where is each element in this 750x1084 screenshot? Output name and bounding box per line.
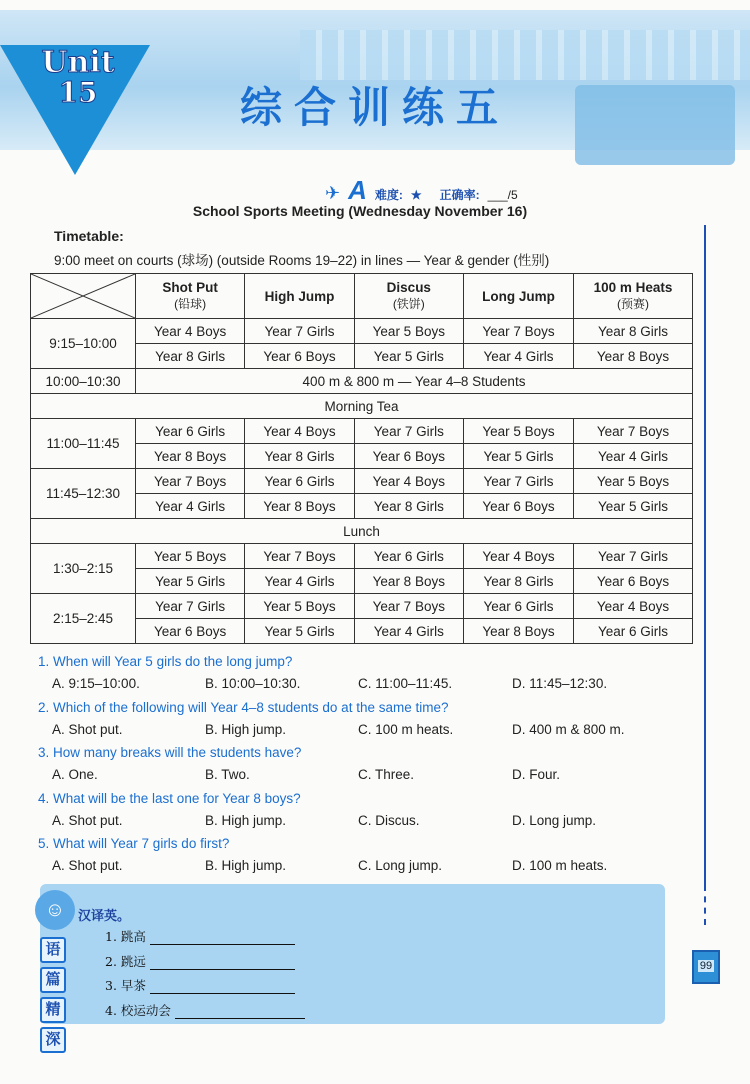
options <box>38 722 698 742</box>
question-stem: 5. What will Year 7 girls do first? <box>38 836 230 851</box>
table-row <box>31 319 693 344</box>
column-header <box>245 274 354 319</box>
table-cell: Year 7 Boys <box>354 594 463 619</box>
answer-option: B. High jump. <box>205 812 287 828</box>
practice-title: 汉译英。 <box>78 908 131 923</box>
unit-word: Unit <box>41 45 115 80</box>
question-item <box>38 654 698 696</box>
accuracy-value: ___/5 <box>487 188 518 202</box>
translation-item <box>105 952 295 970</box>
item-label: 1. 跳高 <box>105 929 146 944</box>
table-cell: Year 4 Girls <box>354 619 463 644</box>
table-cell: Year 5 Boys <box>573 469 692 494</box>
table-cell: Year 4 Girls <box>463 344 573 369</box>
side-rule-dashed <box>704 885 706 925</box>
page-number-book <box>692 950 720 984</box>
books-illustration <box>575 85 735 165</box>
table-cell: Year 8 Boys <box>354 569 463 594</box>
table-cell: Year 8 Girls <box>463 569 573 594</box>
table-cell: Year 7 Girls <box>573 544 692 569</box>
table-cell: Year 4 Girls <box>245 569 354 594</box>
table-cell: Year 8 Girls <box>573 319 692 344</box>
time-cell: 10:00–10:30 <box>31 369 136 394</box>
table-cell: Year 5 Boys <box>354 319 463 344</box>
table-cell: Year 6 Boys <box>463 494 573 519</box>
column-header <box>573 274 692 319</box>
diagonal-corner-cell <box>31 274 136 319</box>
table-cell: Year 6 Boys <box>354 444 463 469</box>
question-item <box>38 791 698 833</box>
side-char: 精 <box>40 997 66 1023</box>
options <box>38 767 698 787</box>
table-cell: Year 4 Boys <box>573 594 692 619</box>
answer-blank[interactable] <box>150 969 295 970</box>
table-cell: Year 5 Boys <box>463 419 573 444</box>
column-header <box>463 274 573 319</box>
answer-option: B. Two. <box>205 767 250 782</box>
column-header <box>136 274 245 319</box>
answer-option: A. One. <box>52 767 98 782</box>
options <box>38 813 698 833</box>
side-char: 深 <box>40 1027 66 1053</box>
column-header-en: Discus <box>386 280 431 295</box>
answer-option: B. 10:00–10:30. <box>205 676 301 691</box>
column-header-cn: (铅球) <box>174 297 207 311</box>
question-stem: 2. Which of the following will Year 4–8 students do at the same time? <box>38 699 449 715</box>
translation-item <box>105 1001 305 1019</box>
question-stem: 4. What will be the last one for Year 8 boys? <box>38 790 301 806</box>
page-number: 99 <box>699 960 713 972</box>
table-cell: Year 4 Girls <box>136 494 245 519</box>
column-header-en: Long Jump <box>482 288 555 304</box>
table-cell: Year 5 Girls <box>136 569 245 594</box>
table-cell: Year 8 Boys <box>136 444 245 469</box>
item-label: 2. 跳远 <box>105 953 146 969</box>
answer-blank[interactable] <box>175 1018 305 1019</box>
timetable <box>30 273 693 644</box>
accuracy-label: 正确率: <box>439 188 480 202</box>
table-cell: Year 6 Boys <box>573 569 692 594</box>
item-label: 4. 校运动会 <box>105 1002 171 1018</box>
time-cell: 9:15–10:00 <box>31 319 136 369</box>
table-cell: Year 5 Girls <box>354 344 463 369</box>
meet-line: 9:00 meet on courts (球场) (outside Rooms 19–22) in lines — Year & gender (性别) <box>54 253 550 268</box>
column-header-en: Shot Put <box>162 280 218 295</box>
table-row <box>31 369 693 394</box>
table-cell: Year 6 Girls <box>573 619 692 644</box>
time-cell: 11:45–12:30 <box>31 469 136 519</box>
table-header-row <box>31 274 693 319</box>
table-row <box>31 594 693 619</box>
table-cell: Year 6 Girls <box>354 544 463 569</box>
unit-number: 15 <box>58 76 98 109</box>
table-cell: Year 7 Boys <box>136 469 245 494</box>
table-cell: Year 6 Girls <box>245 469 354 494</box>
options <box>38 858 698 878</box>
side-char: 篇 <box>40 967 66 993</box>
passage-title: School Sports Meeting (Wednesday November 16) <box>192 203 528 219</box>
difficulty-label: 难度: <box>374 188 403 202</box>
table-cell: Year 8 Boys <box>463 619 573 644</box>
question-item <box>38 745 698 787</box>
section-letter: A <box>348 175 367 205</box>
table-row <box>31 419 693 444</box>
break-label: Lunch <box>31 519 693 544</box>
answer-option: C. Three. <box>358 767 415 782</box>
star-icon: ★ <box>410 188 422 202</box>
table-cell: Year 7 Girls <box>245 319 354 344</box>
table-row <box>31 469 693 494</box>
answer-option: C. 100 m heats. <box>358 721 454 737</box>
answer-option: A. 9:15–10:00. <box>52 676 140 691</box>
side-char: 语 <box>40 937 66 963</box>
table-cell: Year 7 Boys <box>245 544 354 569</box>
table-cell: Year 8 Boys <box>573 344 692 369</box>
column-header-cn: (预赛) <box>616 297 649 311</box>
time-cell: 11:00–11:45 <box>31 419 136 469</box>
timetable-label: Timetable: <box>54 228 124 244</box>
unit-label <box>38 45 118 109</box>
question-stem: 3. How many breaks will the students have? <box>38 745 302 760</box>
answer-option: A. Shot put. <box>52 858 123 873</box>
table-cell: Year 6 Boys <box>136 619 245 644</box>
answer-option: A. Shot put. <box>52 721 123 737</box>
break-row <box>31 519 693 544</box>
table-cell: Year 8 Girls <box>245 444 354 469</box>
table-cell: Year 5 Girls <box>245 619 354 644</box>
answer-option: D. 400 m & 800 m. <box>512 721 625 737</box>
table-cell: Year 6 Girls <box>463 594 573 619</box>
table-cell: Year 5 Boys <box>245 594 354 619</box>
section-header <box>325 175 518 206</box>
answer-option: A. Shot put. <box>52 812 123 828</box>
paper-plane-icon: ✈ <box>325 183 341 203</box>
table-cell: Year 4 Boys <box>245 419 354 444</box>
table-cell: Year 7 Girls <box>354 419 463 444</box>
table-row <box>31 544 693 569</box>
table-cell: Year 6 Boys <box>245 344 354 369</box>
table-cell: Year 4 Boys <box>136 319 245 344</box>
answer-option: B. High jump. <box>205 721 287 737</box>
table-cell: Year 4 Boys <box>354 469 463 494</box>
answer-option: D. 11:45–12:30. <box>512 676 608 691</box>
time-cell: 2:15–2:45 <box>31 594 136 644</box>
table-cell: Year 8 Girls <box>354 494 463 519</box>
answer-option: D. Long jump. <box>512 812 597 828</box>
translation-item <box>105 976 295 994</box>
answer-blank[interactable] <box>150 944 295 945</box>
question-item <box>38 836 698 878</box>
answer-option: C. Discus. <box>358 812 420 828</box>
table-cell: Year 7 Girls <box>463 469 573 494</box>
table-cell: Year 8 Girls <box>136 344 245 369</box>
question-item <box>38 700 698 742</box>
column-header-en: 100 m Heats <box>593 280 673 295</box>
side-rule <box>704 225 706 885</box>
table-cell: Year 4 Girls <box>573 444 692 469</box>
answer-option: D. 100 m heats. <box>512 858 608 873</box>
question-stem: 1. When will Year 5 girls do the long jump? <box>38 654 293 669</box>
page-title: 综合训练五 <box>240 83 511 132</box>
column-header <box>354 274 463 319</box>
answer-option: C. 11:00–11:45. <box>358 676 453 691</box>
answer-option: C. Long jump. <box>358 858 443 873</box>
column-header-en: High Jump <box>264 288 335 304</box>
table-cell: Year 7 Girls <box>136 594 245 619</box>
break-row <box>31 394 693 419</box>
fence-decoration <box>300 30 750 80</box>
table-cell: Year 6 Girls <box>136 419 245 444</box>
table-cell: Year 4 Boys <box>463 544 573 569</box>
girl-reading-icon: ☺ <box>35 890 75 930</box>
table-cell: Year 7 Boys <box>463 319 573 344</box>
span-cell: 400 m & 800 m — Year 4–8 Students <box>136 369 693 394</box>
table-cell: Year 5 Boys <box>136 544 245 569</box>
item-label: 3. 早茶 <box>105 978 146 993</box>
table-cell: Year 8 Boys <box>245 494 354 519</box>
side-characters <box>40 937 68 1057</box>
answer-option: D. Four. <box>512 767 561 782</box>
table-cell: Year 5 Girls <box>573 494 692 519</box>
break-label: Morning Tea <box>31 394 693 419</box>
options <box>38 676 698 696</box>
answer-blank[interactable] <box>150 993 295 994</box>
table-cell: Year 5 Girls <box>463 444 573 469</box>
answer-option: B. High jump. <box>205 858 287 873</box>
time-cell: 1:30–2:15 <box>31 544 136 594</box>
table-cell: Year 7 Boys <box>573 419 692 444</box>
translation-item <box>105 927 295 945</box>
column-header-cn: (铁饼) <box>392 297 425 311</box>
